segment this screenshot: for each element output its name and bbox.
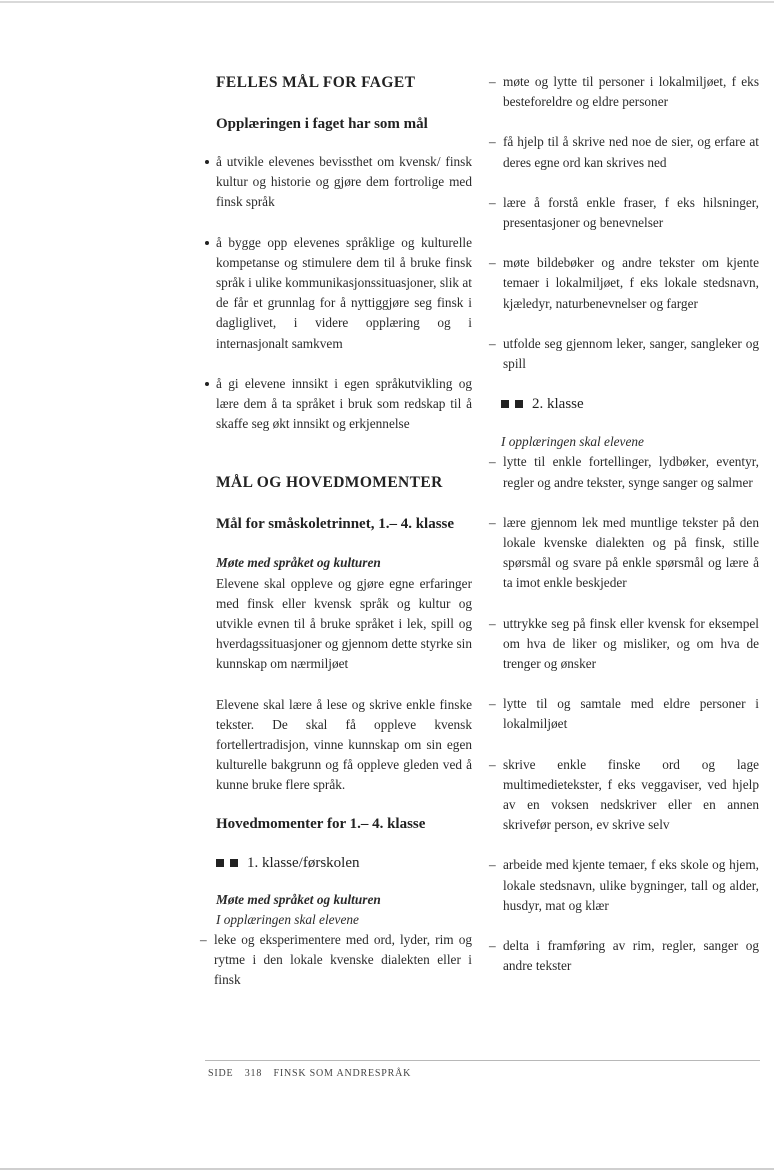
dash-marker: – bbox=[489, 857, 496, 873]
bullet-dot-icon bbox=[205, 241, 209, 245]
dash-item bbox=[489, 334, 759, 374]
dash-text: lære gjennom lek med muntlige tekster på den lokale kvenske dialekten og på finsk, stille spørsmål og svare på enkle spørsmål og lære å ta imot enkle beskjeder bbox=[503, 514, 759, 591]
dash-text: møte bildebøker og andre tekster om kjente temaer i lokalmiljøet, f eks lokale stedsnavn, kjæledyr, naturbenevnelser og farger bbox=[503, 255, 759, 311]
dash-marker: – bbox=[489, 938, 496, 954]
dash-text: lytte til og samtale med eldre personer i lokalmiljøet bbox=[503, 696, 759, 732]
dash-text: få hjelp til å skrive ned noe de sier, og erfare at deres egne ord kan skrives ned bbox=[503, 134, 759, 170]
dash-text: leke og eksperimentere med ord, lyder, rim og rytme i den lokale kvenske dialekten eller i finsk bbox=[214, 932, 472, 988]
dash-marker: – bbox=[489, 615, 496, 631]
footer-rule bbox=[205, 1060, 760, 1061]
square-marker-icon bbox=[515, 400, 523, 408]
dash-marker: – bbox=[489, 134, 496, 150]
dash-text: delta i framføring av rim, regler, sanger og andre tekster bbox=[503, 938, 759, 974]
subheading-hovedmomenter: Hovedmomenter for 1.– 4. klasse bbox=[216, 815, 426, 832]
dash-text: utfolde seg gjennom leker, sanger, sangleker og spill bbox=[503, 335, 759, 372]
heading-maal-hovedmomenter: MÅL OG HOVEDMOMENTER bbox=[216, 474, 443, 492]
left-column bbox=[200, 72, 472, 991]
footer-page-number: 318 bbox=[244, 1068, 263, 1079]
dash-item bbox=[489, 513, 759, 594]
paragraph-2: Elevene skal lære å lese og skrive enkle finske tekster. De skal få oppleve kvensk fortellertradisjon, vinne kunnskap om sin egen kulturelle bakgrunn og få oppleve gleden ved å kunne bruke flere språk. bbox=[216, 696, 472, 793]
dash-item bbox=[489, 72, 759, 112]
square-marker-icon bbox=[216, 859, 224, 867]
intro-i-opplaeringen: I opplæringen skal elevene bbox=[501, 434, 644, 450]
dash-marker: – bbox=[489, 335, 496, 351]
dash-text: skrive enkle finske ord og lage multimedietekster, f eks veggaviser, ved hjelp av en voksen nedskriver eller en annen skrivefør person, ev skrive selv bbox=[503, 756, 759, 833]
dash-item bbox=[489, 253, 759, 314]
footer-side-label: SIDE bbox=[208, 1068, 234, 1079]
dash-marker: – bbox=[489, 74, 496, 89]
dash-marker: – bbox=[489, 255, 496, 271]
class-heading-2 bbox=[489, 393, 759, 415]
dash-marker: – bbox=[489, 454, 496, 470]
top-edge-rule bbox=[0, 1, 774, 3]
dash-marker: – bbox=[489, 696, 496, 712]
bullet-item bbox=[200, 374, 472, 435]
dash-item bbox=[489, 132, 759, 172]
bullet-dot-icon bbox=[205, 160, 209, 164]
dash-item bbox=[489, 855, 759, 916]
class-heading-1 bbox=[200, 852, 472, 874]
dash-text: lære å forstå enkle fraser, f eks hilsninger, presentasjoner og benevnelser bbox=[503, 194, 759, 231]
dash-marker: – bbox=[489, 194, 496, 210]
heading-felles-maal: FELLES MÅL FOR FAGET bbox=[216, 74, 416, 91]
bullet-item bbox=[200, 152, 472, 213]
bullet-text: å bygge opp elevenes språklige og kulturelle kompetanse og stimulere dem til å bruke finsk språk i ulike kommunikasjonssituasjoner, slik at de får et grunnlag for å nyttiggjøre seg finsk i dagliglivet, i videre opplæring og i internasjonalt samkvem bbox=[216, 234, 472, 351]
class-heading-text: 1. klasse/førskolen bbox=[247, 854, 360, 871]
dash-item bbox=[489, 694, 759, 734]
square-marker-icon bbox=[501, 400, 509, 408]
dash-text: uttrykke seg på finsk eller kvensk for eksempel om hva de liker og misliker, og om hva de trenger og ønsker bbox=[503, 615, 759, 672]
dash-text: møte og lytte til personer i lokalmiljøet, f eks besteforeldre og eldre personer bbox=[503, 74, 759, 110]
dash-marker: – bbox=[489, 756, 496, 772]
section-label-mote: Møte med språket og kulturen bbox=[216, 555, 381, 571]
subheading-maal-smaaskole: Mål for småskoletrinnet, 1.– 4. klasse bbox=[216, 516, 455, 533]
dash-marker: – bbox=[200, 932, 207, 948]
dash-item bbox=[489, 936, 759, 976]
right-column bbox=[489, 72, 759, 977]
class-heading-text: 2. klasse bbox=[532, 396, 584, 413]
section-label-mote-2: Møte med språket og kulturen bbox=[216, 891, 381, 907]
square-marker-icon bbox=[230, 859, 238, 867]
dash-item bbox=[489, 452, 759, 492]
footer-title: FINSK SOM ANDRESPRÅK bbox=[273, 1068, 412, 1079]
page-footer bbox=[208, 1068, 419, 1079]
dash-item bbox=[200, 930, 472, 991]
dash-text: lytte til enkle fortellinger, lydbøker, eventyr, regler og andre tekster, synge sanger og salmer bbox=[503, 454, 759, 490]
bullet-text: å utvikle elevenes bevissthet om kvensk/ finsk kultur og historie og gjøre dem fortrolige med finsk språk bbox=[216, 154, 472, 210]
dash-item bbox=[489, 755, 759, 836]
bullet-dot-icon bbox=[205, 382, 209, 386]
bullet-item bbox=[200, 233, 472, 354]
dash-text: arbeide med kjente temaer, f eks skole og hjem, lokale stedsnavn, ulike bygninger, tall og alder, husdyr, mat og klær bbox=[503, 857, 759, 913]
bullet-text: å gi elevene innsikt i egen språkutvikling og lære dem å ta språket i bruk som redskap til å skaffe seg økt innsikt og erkjennelse bbox=[216, 375, 472, 432]
intro-i-opplaeringen: I opplæringen skal elevene bbox=[216, 911, 359, 927]
paragraph-1: Elevene skal oppleve og gjøre egne erfaringer med finsk eller kvensk språk og kultur og utvikle evnen til å bruke språket i lek, spill og hverdagssituasjoner og gjennom dette styrke sin kunnskap om nærmiljøet bbox=[216, 575, 472, 672]
dash-item bbox=[489, 193, 759, 233]
dash-item bbox=[489, 614, 759, 675]
subheading-opplaeringen: Opplæringen i faget har som mål bbox=[216, 116, 428, 132]
dash-marker: – bbox=[489, 514, 496, 530]
